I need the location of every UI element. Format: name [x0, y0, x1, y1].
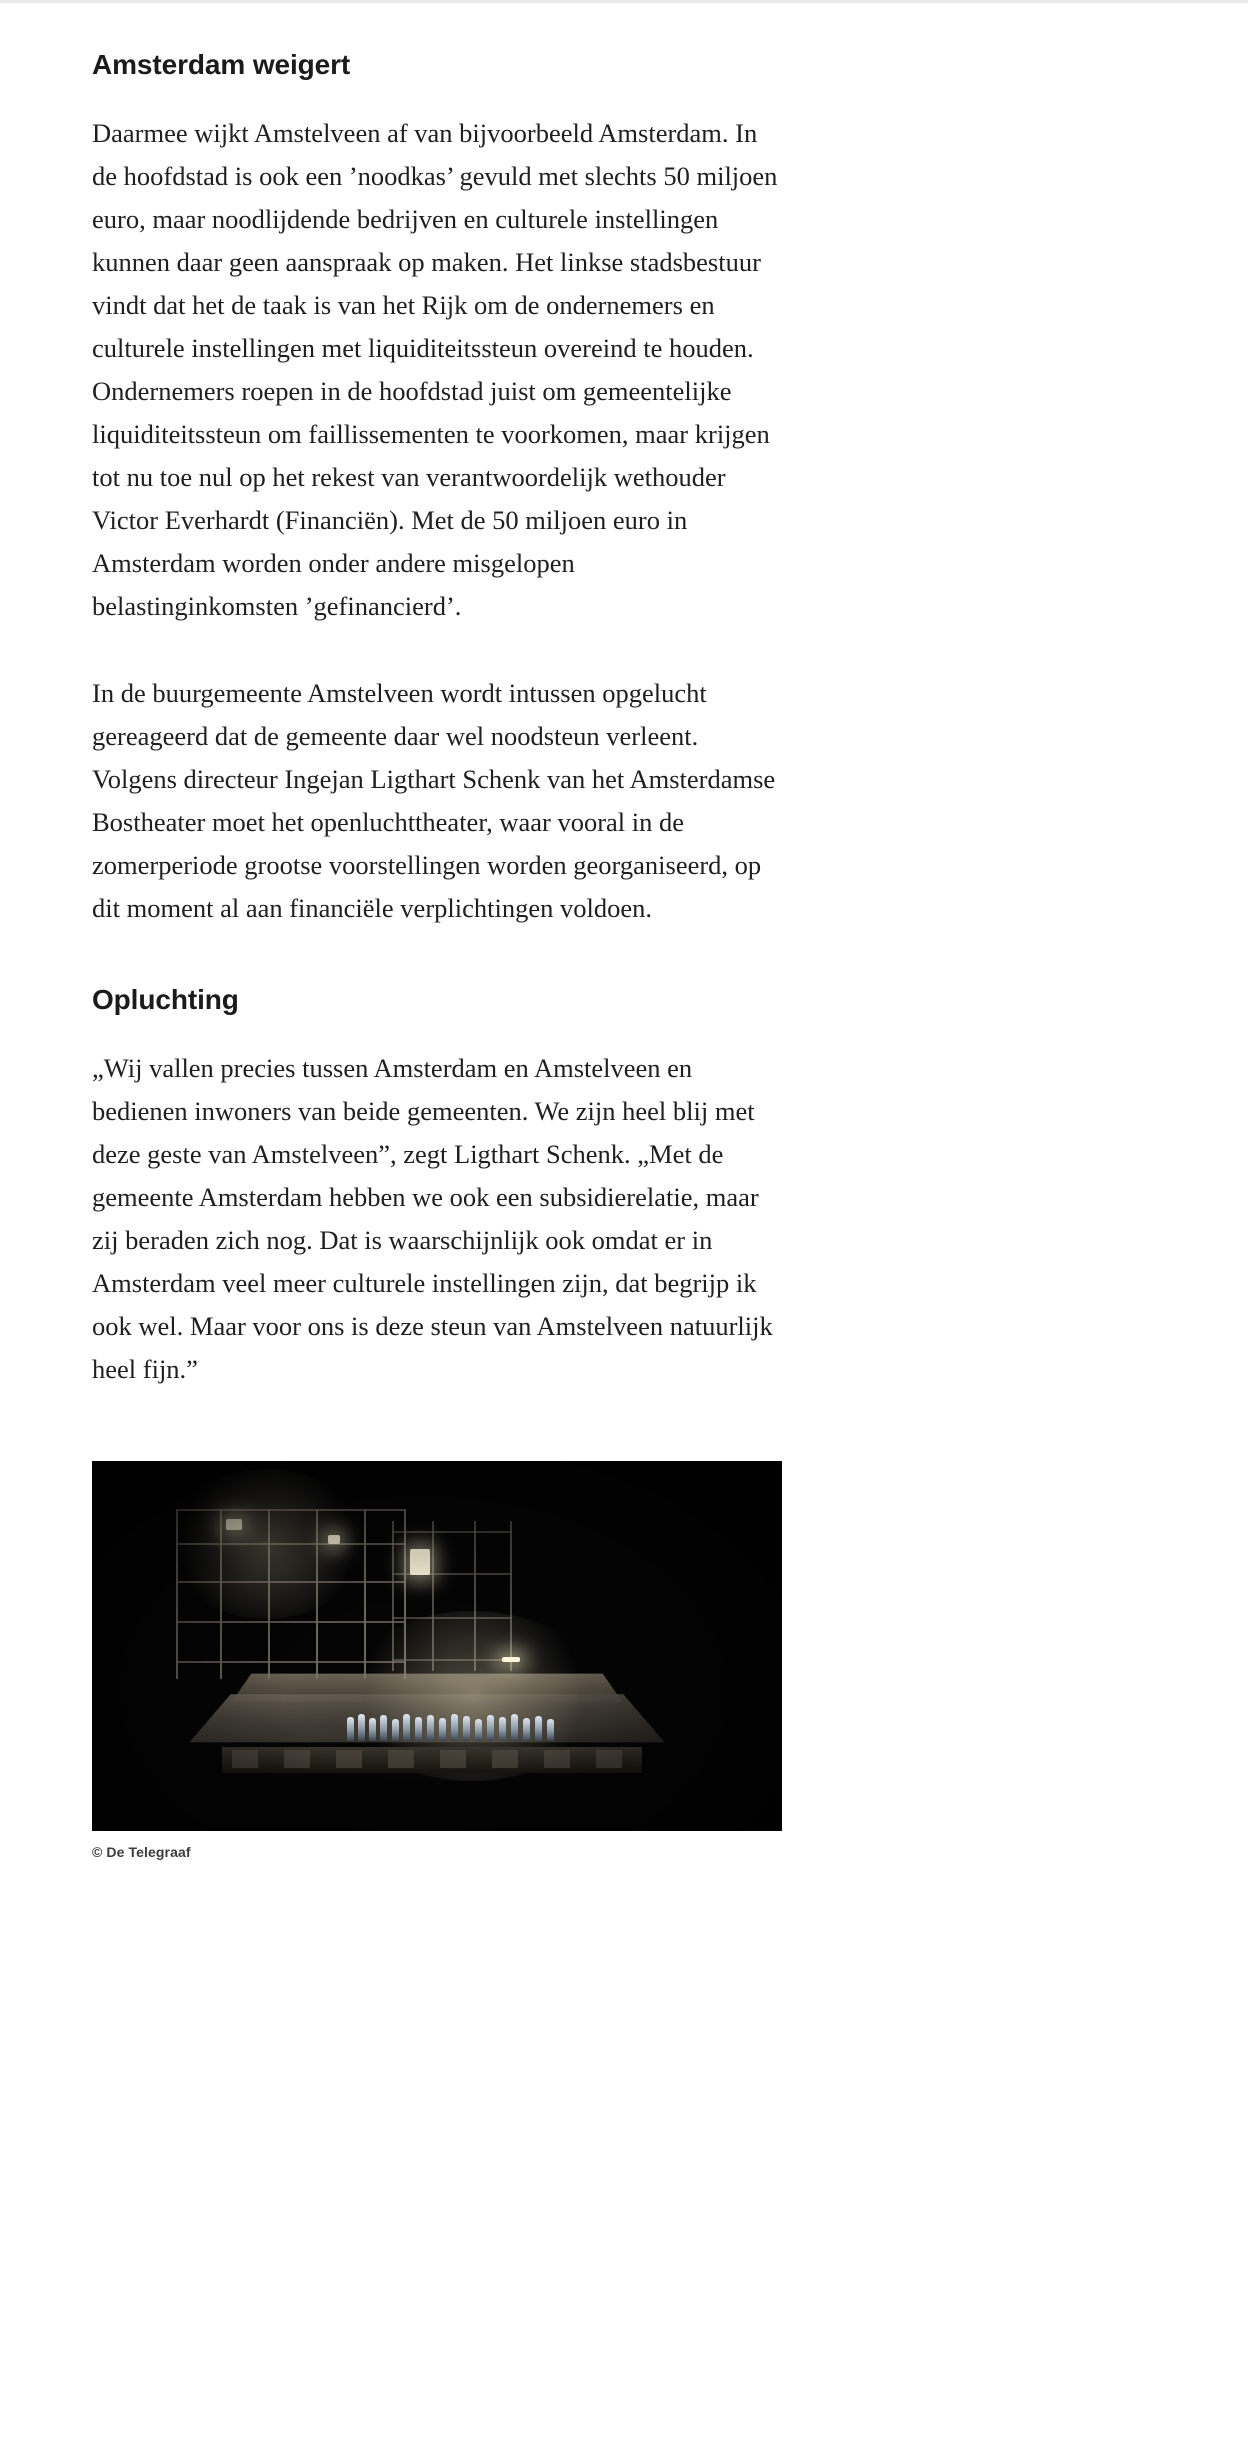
photo-vignette: [92, 1461, 782, 1831]
section-heading-opluchting: Opluchting: [92, 984, 239, 1015]
article-paragraph-2: In de buurgemeente Amstelveen wordt intussen opgelucht gereageerd dat de gemeente daar wel noodsteun verleent. Volgens directeur Ingejan Ligthart Schenk van het Amsterdamse Bostheater moet het openluchttheater, waar vooral in de zomerperiode grootse voorstellingen worden georganiseerd, op dit moment al aan financiële verplichtingen voldoen.: [92, 678, 776, 923]
article-body: [0, 3, 1248, 1863]
article-paragraph-3: „Wij vallen precies tussen Amsterdam en Amstelveen en bedienen inwoners van beide gemeenten. We zijn heel blij met deze geste van Amstelveen”, zegt Ligthart Schenk. „Met de gemeente Amsterdam hebben we ook een subsidierelatie, maar zij beraden zich nog. Dat is waarschijnlijk ook omdat er in Amsterdam veel meer culturele instellingen zijn, dat begrijp ik ook wel. Maar voor ons is deze steun van Amstelveen natuurlijk heel fijn.”: [92, 1053, 773, 1384]
section-heading-amsterdam-weigert: Amsterdam weigert: [92, 49, 351, 80]
photo-credit: © De Telegraaf: [92, 1844, 191, 1860]
theatre-stage-photo: [92, 1461, 782, 1831]
article-content-column: [92, 3, 782, 1863]
article-paragraph-1: Daarmee wijkt Amstelveen af van bijvoorbeeld Amsterdam. In de hoofdstad is ook een ’noodkas’ gevuld met slechts 50 miljoen euro, maar noodlijdende bedrijven en culturele instellingen kunnen daar geen aanspraak op maken. Het linkse stadsbestuur vindt dat het de taak is van het Rijk om de ondernemers en culturele instellingen met liquiditeitssteun overeind te houden. Ondernemers roepen in de hoofdstad juist om gemeentelijke liquiditeitssteun om faillissementen te voorkomen, maar krijgen tot nu toe nul op het rekest van verantwoordelijk wethouder Victor Everhardt (Financiën). Met de 50 miljoen euro in Amsterdam worden onder andere misgelopen belastinginkomsten ’gefinancierd’.: [92, 118, 778, 621]
article-figure: [92, 1391, 782, 1863]
